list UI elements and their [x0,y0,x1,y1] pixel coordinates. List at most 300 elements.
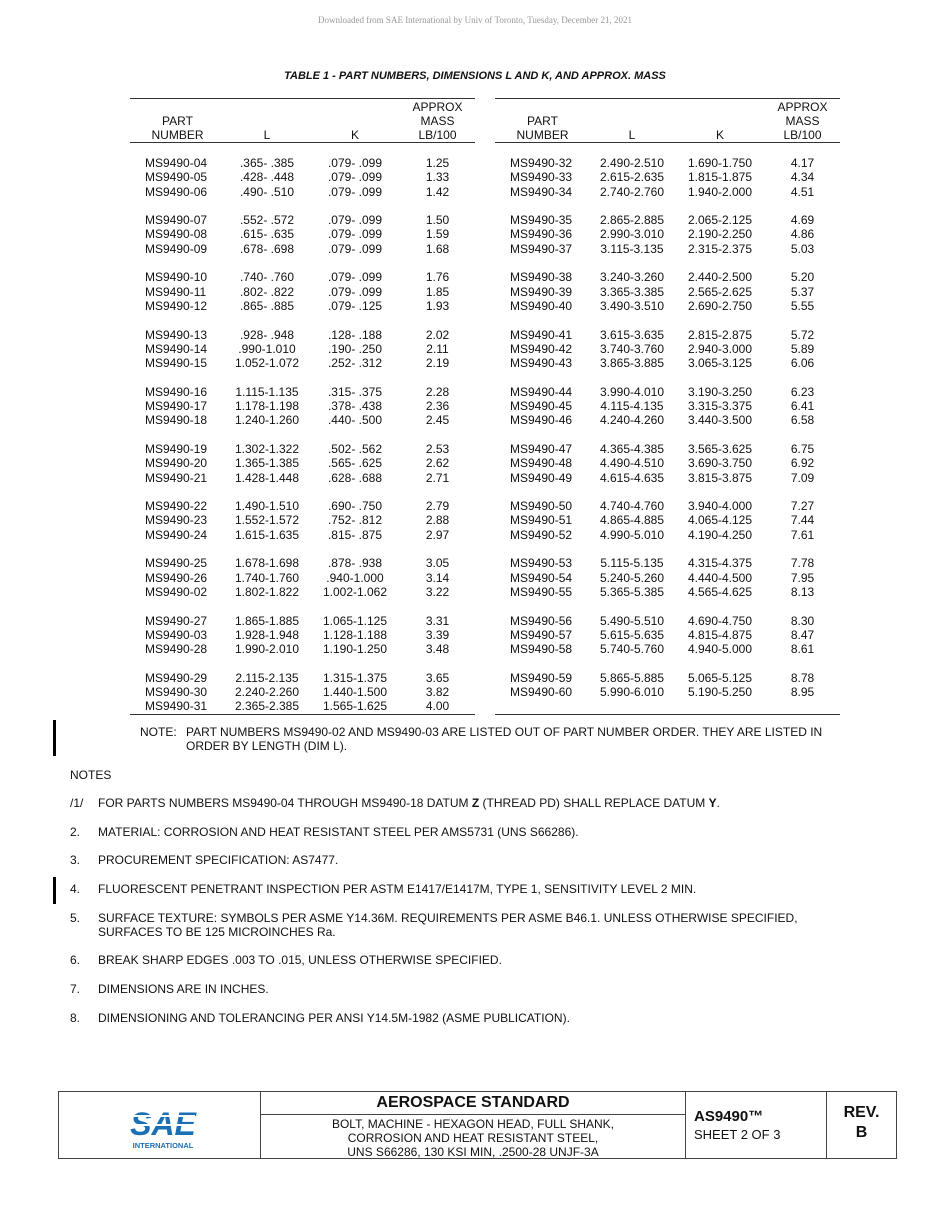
part-number-cell: MS9490-60 [510,685,573,700]
note-number: /1/ [70,796,84,810]
row-group [130,270,475,313]
mass-cell: 4.86 [790,227,815,242]
part-number-cell: MS9490-18 [145,413,208,428]
k-cell: 3.690-3.750 [687,456,753,471]
table-note-text: PART NUMBERS MS9490-02 AND MS9490-03 ARE LISTED OUT OF PART NUMBER ORDER. THEY ARE LISTED IN ORDER BY LENGTH (DIM L). [186,725,823,753]
note-4 [70,882,840,896]
note-number: 5. [70,911,81,925]
l-cell: 3.240-3.260 [599,270,665,285]
table-row [495,242,840,256]
row-group [495,213,840,256]
row-group [495,499,840,542]
row-group [495,614,840,657]
k-cell: 4.440-4.500 [687,570,753,585]
sae-logo [129,1104,197,1150]
header-mass-label: MASS [420,114,455,128]
part-number-cell: MS9490-39 [510,284,573,299]
table-row [130,571,475,585]
table-row [495,528,840,542]
l-cell: .865- .885 [239,298,295,313]
k-cell: 4.690-4.750 [687,613,753,628]
l-cell: 1.552-1.572 [234,513,300,528]
header-number-label: NUMBER [516,128,569,142]
note-text-part: (THREAD PD) SHALL REPLACE DATUM [479,796,709,810]
table-row [130,442,475,456]
l-cell: .490- .510 [239,184,295,199]
k-cell: 2.190-2.250 [687,227,753,242]
l-cell: 5.990-6.010 [599,685,665,700]
part-number-cell: MS9490-58 [510,642,573,657]
table-row [495,685,840,699]
l-cell: 4.740-4.760 [599,499,665,514]
table-row [130,170,475,184]
l-cell: 1.365-1.385 [234,456,300,471]
l-cell: 1.678-1.698 [234,556,300,571]
k-cell: 1.440-1.500 [322,685,388,700]
table-row [495,185,840,199]
k-cell: .752- .812 [327,513,383,528]
row-group [130,385,475,428]
note-number: 7. [70,982,81,996]
l-cell: 5.490-5.510 [599,613,665,628]
table-row [495,413,840,427]
revision-value: B [855,1124,868,1141]
l-cell: 2.740-2.760 [599,184,665,199]
part-number-cell: MS9490-36 [510,227,573,242]
table-row [495,556,840,570]
table-row [130,242,475,256]
l-cell: .678- .698 [239,241,295,256]
l-cell: 3.490-3.510 [599,298,665,313]
part-number-cell: MS9490-38 [510,270,573,285]
l-cell: 4.990-5.010 [599,527,665,542]
header-approx-label: APPROX [412,100,463,114]
k-cell: .079- .125 [327,298,383,313]
mass-cell: 4.69 [790,213,815,228]
k-cell: 3.190-3.250 [687,384,753,399]
part-number-cell: MS9490-05 [145,170,208,185]
table-row [130,456,475,470]
k-cell: 1.815-1.875 [687,170,753,185]
table-row [495,471,840,485]
part-number-cell: MS9490-14 [145,341,208,356]
table-row [495,170,840,184]
mass-cell: 8.13 [790,584,815,599]
table-title: TABLE 1 - PART NUMBERS, DIMENSIONS L AND K, AND APPROX. MASS [284,70,666,82]
table-row [495,299,840,313]
revision-cell [827,1092,896,1158]
part-number-cell: MS9490-28 [145,642,208,657]
part-number-cell: MS9490-45 [510,399,573,414]
part-number-cell: MS9490-34 [510,184,573,199]
header-part-number [495,114,590,142]
k-cell: .079- .099 [327,284,383,299]
mass-cell: 6.92 [790,456,815,471]
k-cell: .940-1.000 [326,570,384,585]
description-line: UNS S66286, 130 KSI MIN, .2500-28 UNJF-3A [347,1145,599,1159]
part-number-cell: MS9490-12 [145,298,208,313]
mass-cell: 2.62 [425,456,450,471]
part-number-cell: MS9490-35 [510,213,573,228]
mass-cell: 1.42 [425,184,450,199]
k-cell: 4.565-4.625 [687,584,753,599]
row-group [130,213,475,256]
table-header [130,100,475,142]
table-row [495,270,840,284]
l-cell: .990-1.010 [238,341,296,356]
note-text-part: FOR PARTS NUMBERS MS9490-04 THROUGH MS9490-18 DATUM [98,796,472,810]
mass-cell: 1.25 [425,156,450,170]
note-text: FLUORESCENT PENETRANT INSPECTION PER ASTM E1417/E1417M, TYPE 1, SENSITIVITY LEVEL 2 MIN. [98,882,697,896]
k-cell: .440- .500 [327,413,383,428]
row-group [495,442,840,485]
l-cell: 3.990-4.010 [599,384,665,399]
mass-cell: 2.36 [425,399,450,414]
k-cell: 1.940-2.000 [687,184,753,199]
part-number-cell: MS9490-06 [145,184,208,199]
l-cell: 5.365-5.385 [599,584,665,599]
part-number-cell: MS9490-07 [145,213,208,228]
table-row [130,185,475,199]
row-group [130,328,475,371]
table-row [495,213,840,227]
mass-cell: 2.28 [425,384,450,399]
table-row [130,614,475,628]
note-text: MATERIAL: CORROSION AND HEAT RESISTANT STEEL PER AMS5731 (UNS S66286). [98,825,579,839]
l-cell: 2.615-2.635 [599,170,665,185]
header-k: K [715,128,724,142]
header-rule [495,142,840,143]
mass-cell: 1.76 [425,270,450,285]
note-5 [70,911,840,939]
part-number-cell: MS9490-46 [510,413,573,428]
l-cell: 3.865-3.885 [599,356,665,371]
datum-y: Y [708,796,717,810]
mass-cell: 2.97 [425,527,450,542]
part-number-cell: MS9490-53 [510,556,573,571]
table-row [495,227,840,241]
part-number-cell: MS9490-22 [145,499,208,514]
mass-cell: 1.93 [425,298,450,313]
table-row [130,556,475,570]
part-number-cell: MS9490-32 [510,156,573,170]
mass-cell: 4.51 [790,184,815,199]
mass-cell: 7.44 [790,513,815,528]
part-number-cell: MS9490-55 [510,584,573,599]
part-number-cell: MS9490-47 [510,442,573,456]
table-row [495,285,840,299]
header-part-label: PART [527,114,558,128]
l-cell: .802- .822 [239,284,295,299]
k-cell: .690- .750 [327,499,383,514]
k-cell: 3.565-3.625 [687,442,753,456]
mass-cell: 3.22 [425,584,450,599]
k-cell: 5.190-5.250 [687,685,753,700]
table-row [130,699,475,713]
table-row [130,227,475,241]
note-text: BREAK SHARP EDGES .003 TO .015, UNLESS OTHERWISE SPECIFIED. [98,953,502,967]
header-k: K [350,128,359,142]
part-number-cell: MS9490-50 [510,499,573,514]
mass-cell: 6.75 [790,442,815,456]
part-number-cell: MS9490-17 [145,399,208,414]
k-cell: 4.940-5.000 [687,642,753,657]
table-row [130,399,475,413]
standard-number: AS9490™ [694,1108,764,1125]
note-8 [70,1011,840,1025]
l-cell: 3.615-3.635 [599,327,665,342]
note-number: 8. [70,1011,81,1025]
l-cell: 1.240-1.260 [234,413,300,428]
l-cell: 3.365-3.385 [599,284,665,299]
mass-cell: 2.71 [425,470,450,485]
table-row [130,299,475,313]
k-cell: .079- .099 [327,227,383,242]
l-cell: 5.865-5.885 [599,670,665,685]
table-row [130,585,475,599]
mass-cell: 1.85 [425,284,450,299]
part-number-cell: MS9490-43 [510,356,573,371]
note-number: 4. [70,882,81,896]
k-cell: 1.002-1.062 [322,584,388,599]
header-unit-label: LB/100 [783,128,822,142]
document-description [261,1115,685,1159]
part-number-cell: MS9490-57 [510,627,573,642]
l-cell: 1.990-2.010 [234,642,300,657]
row-group [495,328,840,371]
part-number-cell: MS9490-56 [510,613,573,628]
table-row [495,385,840,399]
header-l: L [628,128,636,142]
mass-cell: 3.82 [425,685,450,700]
mass-cell: 6.41 [790,399,815,414]
l-cell: 1.490-1.510 [234,499,300,514]
mass-cell: 8.78 [790,670,815,685]
header-number-label: NUMBER [151,128,204,142]
title-cell [261,1092,686,1158]
mass-cell: 8.30 [790,613,815,628]
k-cell: 4.190-4.250 [687,527,753,542]
part-number-cell: MS9490-48 [510,456,573,471]
l-cell: 1.865-1.885 [234,613,300,628]
header-part-label: PART [162,114,193,128]
table-row [495,499,840,513]
row-group [495,156,840,199]
l-cell: 1.302-1.322 [234,442,300,456]
k-cell: .878- .938 [327,556,383,571]
part-number-cell: MS9490-20 [145,456,208,471]
k-cell: .079- .099 [327,156,383,170]
k-cell: .315- .375 [327,384,383,399]
left-table [130,98,475,718]
row-group [130,614,475,657]
note-1 [70,796,840,810]
table-top-rule [495,98,840,99]
mass-cell: 3.05 [425,556,450,571]
right-table [495,98,840,718]
revision-label: REV. [843,1104,880,1121]
table-note-prefix: NOTE: [140,725,177,739]
header-l: L [263,128,271,142]
row-group [495,385,840,428]
mass-cell: 4.17 [790,156,815,170]
mass-cell: 7.27 [790,499,815,514]
note-2 [70,825,840,839]
download-notice: Downloaded from SAE International by Univ of Toronto, Tuesday, December 21, 2021 [317,15,633,25]
mass-cell: 3.65 [425,670,450,685]
l-cell: 2.990-3.010 [599,227,665,242]
table-row [495,585,840,599]
k-cell: 2.690-2.750 [687,298,753,313]
mass-cell: 4.34 [790,170,815,185]
l-cell: 4.490-4.510 [599,456,665,471]
table-row [495,356,840,370]
mass-cell: 1.59 [425,227,450,242]
l-cell: 1.802-1.822 [234,584,300,599]
k-cell: 3.315-3.375 [687,399,753,414]
mass-cell: 5.55 [790,298,815,313]
l-cell: 2.115-2.135 [235,670,299,685]
k-cell: 2.940-3.000 [687,341,753,356]
row-group [130,442,475,485]
k-cell: 2.440-2.500 [687,270,753,285]
part-number-cell: MS9490-37 [510,241,573,256]
k-cell: .079- .099 [327,184,383,199]
part-number-cell: MS9490-13 [145,327,208,342]
mass-cell: 1.33 [425,170,450,185]
l-cell: .428- .448 [239,170,295,185]
header-unit-label: LB/100 [418,128,457,142]
part-number-cell: MS9490-11 [145,284,207,299]
note-number: 6. [70,953,81,967]
table-row [130,471,475,485]
l-cell: 5.240-5.260 [599,570,665,585]
k-cell: 3.815-3.875 [687,470,753,485]
description-line: CORROSION AND HEAT RESISTANT STEEL, [347,1131,599,1145]
k-cell: 1.065-1.125 [322,613,388,628]
l-cell: 1.615-1.635 [234,527,300,542]
revision-bar [53,720,56,756]
l-cell: 3.115-3.135 [600,241,664,256]
table-header [495,100,840,142]
part-number-cell: MS9490-03 [145,627,208,642]
row-group [495,671,840,700]
k-cell: .079- .099 [327,170,383,185]
table-row [495,571,840,585]
l-cell: 2.365-2.385 [234,699,300,714]
table-row [130,413,475,427]
part-number-cell: MS9490-33 [510,170,573,185]
table-row [130,328,475,342]
mass-cell: 8.47 [790,627,815,642]
note-text [98,796,840,810]
l-cell: .365- .385 [239,156,295,170]
part-number-cell: MS9490-24 [145,527,208,542]
row-group [130,556,475,599]
part-number-cell: MS9490-04 [145,156,208,170]
mass-cell: 8.61 [790,642,815,657]
mass-cell: 5.20 [790,270,815,285]
table-row [130,270,475,284]
part-number-cell: MS9490-42 [510,341,573,356]
k-cell: .079- .099 [327,241,383,256]
mass-cell: 7.95 [790,570,815,585]
l-cell: 1.178-1.198 [234,399,300,414]
k-cell: .079- .099 [327,213,383,228]
part-number-cell: MS9490-31 [145,699,208,714]
table-row [495,456,840,470]
l-cell: 1.928-1.948 [234,627,300,642]
table-row [495,156,840,170]
sae-logo-subtext: INTERNATIONAL [132,1141,194,1150]
table-row [495,671,840,685]
k-cell: 2.065-2.125 [687,213,753,228]
part-number-cell: MS9490-40 [510,298,573,313]
k-cell: .252- .312 [327,356,383,371]
l-cell: .615- .635 [239,227,295,242]
k-cell: .079- .099 [327,270,383,285]
table-row [130,671,475,685]
logo-cell [59,1092,261,1158]
table-row [130,513,475,527]
part-number-cell: MS9490-08 [145,227,208,242]
k-cell: .628- .688 [327,470,383,485]
mass-cell: 5.03 [790,241,815,256]
mass-cell: 6.58 [790,413,815,428]
mass-cell: 2.45 [425,413,450,428]
aerospace-standard-title: AEROSPACE STANDARD [261,1092,685,1115]
l-cell: 1.740-1.760 [234,570,300,585]
table-row [495,328,840,342]
mass-cell: 3.39 [425,627,450,642]
note-text-part: . [716,796,720,810]
k-cell: 3.065-3.125 [687,356,753,371]
k-cell: 2.565-2.625 [687,284,753,299]
l-cell: 1.115-1.135 [235,384,299,399]
part-number-cell: MS9490-59 [510,670,573,685]
mass-cell: 7.78 [790,556,815,571]
k-cell: .378- .438 [327,399,383,414]
table-row [130,528,475,542]
mass-cell: 3.31 [425,613,450,628]
l-cell: .740- .760 [239,270,295,285]
mass-cell: 2.11 [426,341,449,356]
table-row [495,642,840,656]
mass-cell: 6.23 [790,384,815,399]
part-number-cell: MS9490-41 [510,327,573,342]
l-cell: 4.240-4.260 [599,413,665,428]
k-cell: 1.315-1.375 [322,670,388,685]
k-cell: 1.565-1.625 [322,699,388,714]
part-number-cell: MS9490-21 [145,470,208,485]
l-cell: 4.115-4.135 [600,399,664,414]
mass-cell: 7.61 [790,527,815,542]
table-bottom-rule [495,714,840,715]
description-line: BOLT, MACHINE - HEXAGON HEAD, FULL SHANK, [331,1117,615,1131]
table-row [495,513,840,527]
l-cell: 2.865-2.885 [599,213,665,228]
row-group [130,499,475,542]
mass-cell: 1.68 [425,241,450,256]
table-row [130,342,475,356]
header-part-number [130,114,225,142]
table-row [495,399,840,413]
l-cell: 1.052-1.072 [234,356,300,371]
table-row [495,342,840,356]
l-cell: 3.740-3.760 [599,341,665,356]
mass-cell: 6.06 [790,356,815,371]
row-group [130,156,475,199]
